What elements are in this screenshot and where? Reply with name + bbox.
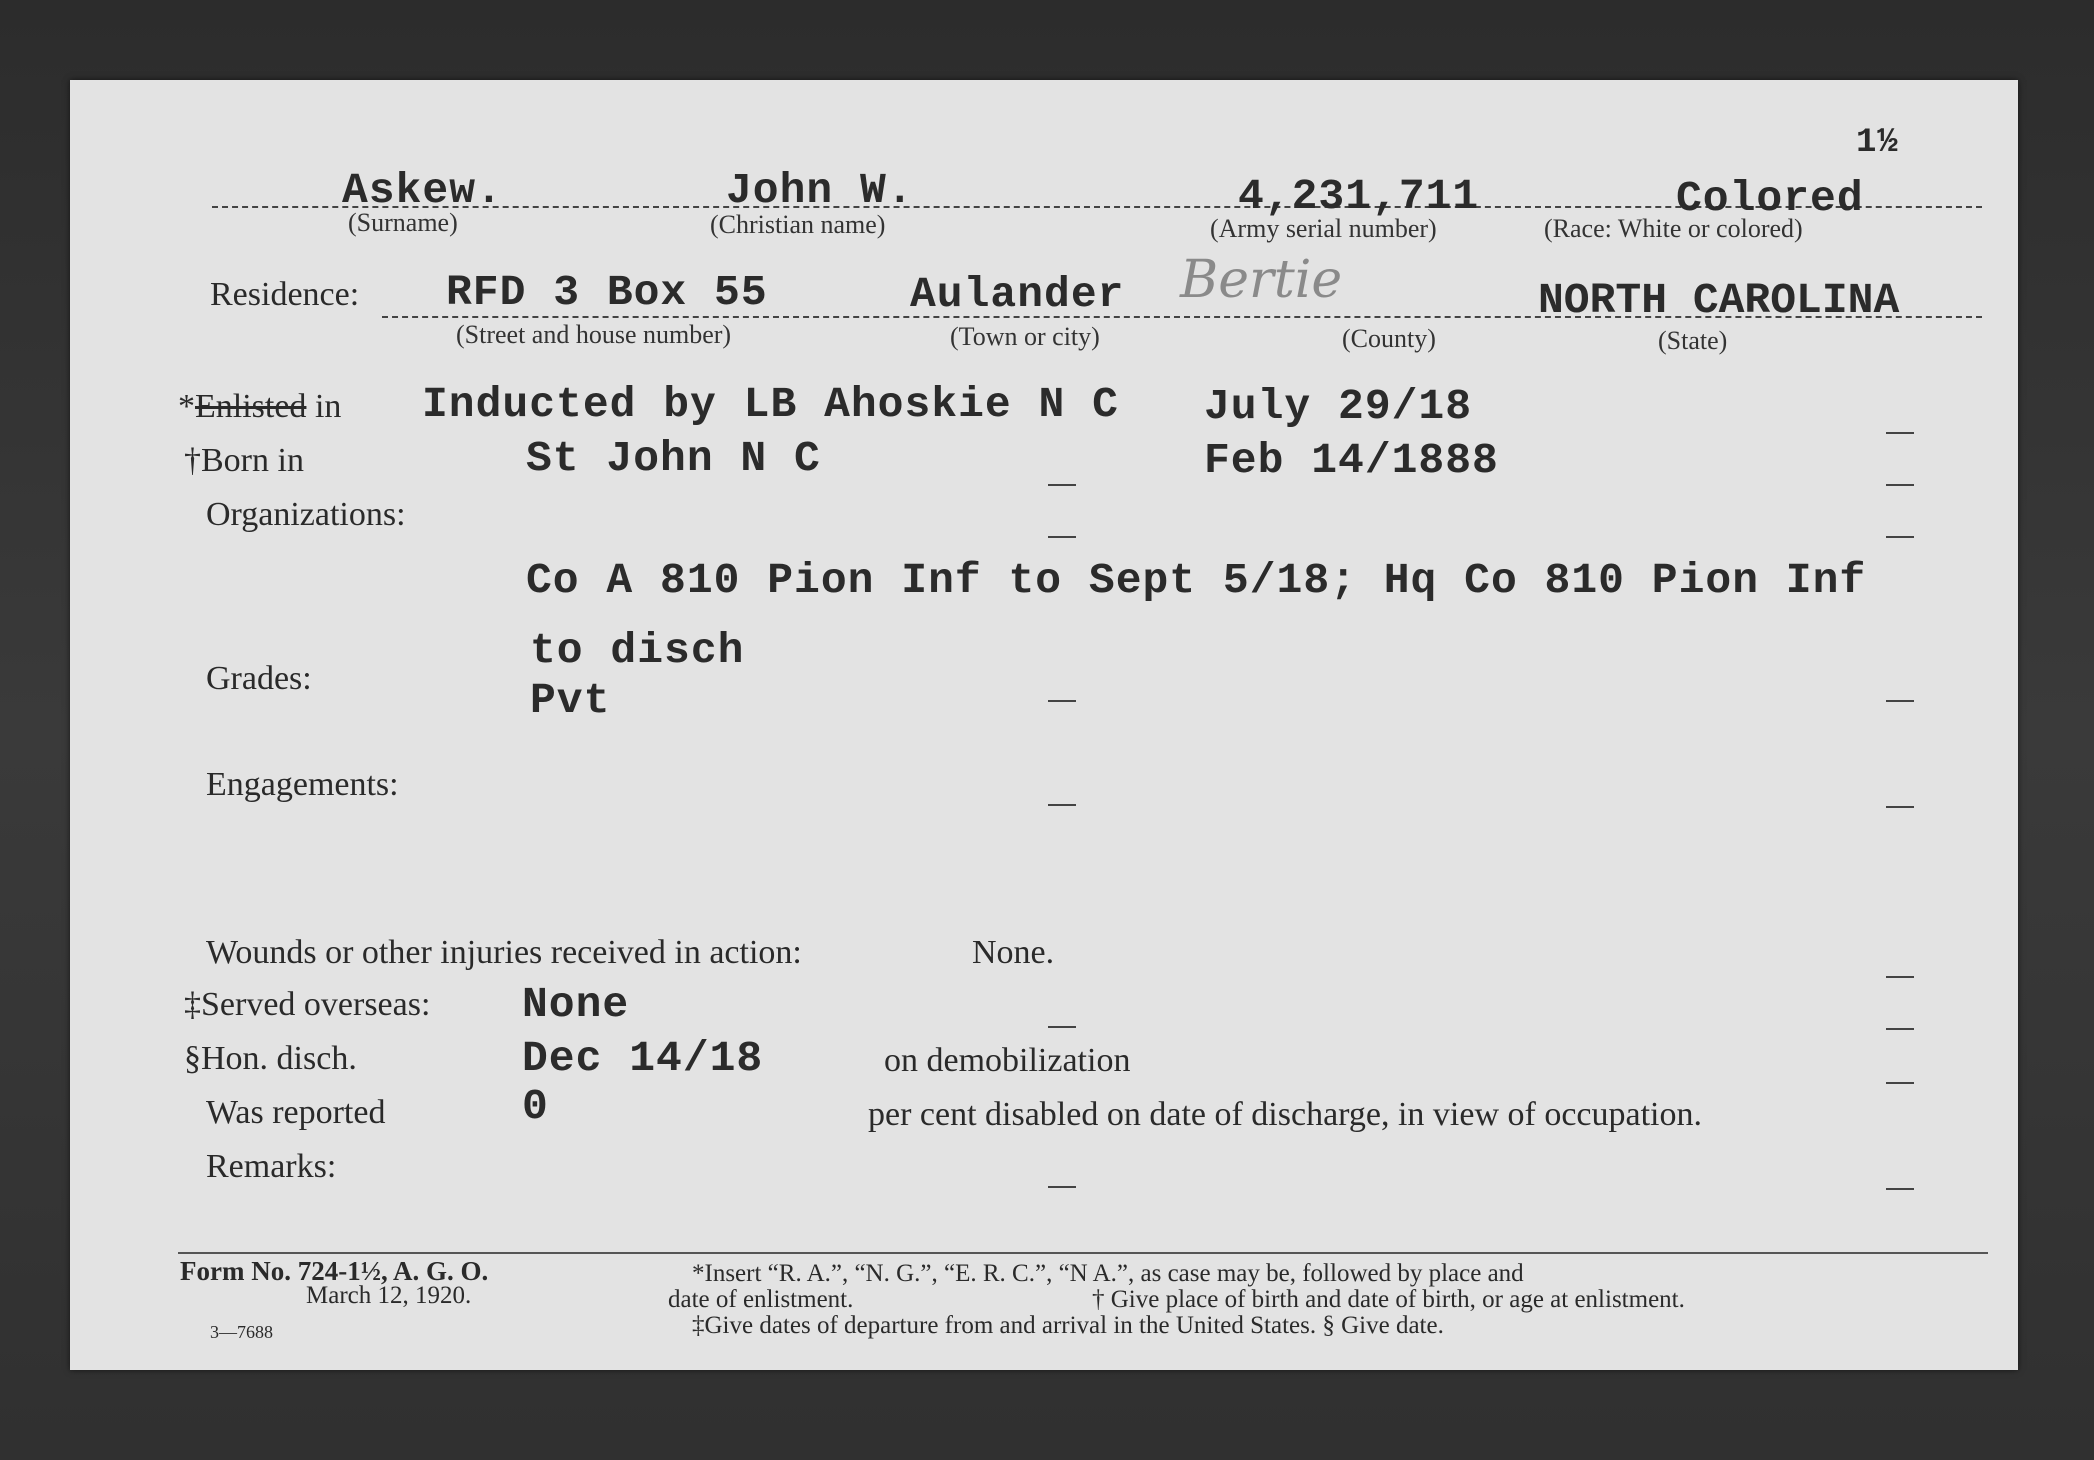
dash-mark [1048,804,1076,806]
form-number: Form No. 724-1½, A. G. O. [180,1256,489,1286]
race-caption: (Race: White or colored) [1544,214,1803,243]
surname-caption: (Surname) [348,208,458,237]
enlisted-in-word: in [314,388,342,425]
enlisted-marker: * [178,388,195,425]
street-caption: (Street and house number) [456,320,732,349]
state-caption: (State) [1658,326,1728,355]
hon-disch-value: Dec 14/18 [522,1034,764,1083]
serial-number-value: 4,231,711 [1238,172,1480,221]
race-value: Colored [1676,174,1864,223]
dash-mark [1886,976,1914,978]
remarks-label: Remarks: [206,1148,337,1185]
reported-value: 0 [522,1082,549,1131]
footnote-line2: date of enlistment. [668,1286,854,1313]
dash-mark [1886,536,1914,538]
residence-town-value: Aulander [910,270,1125,319]
dash-mark [1048,700,1076,702]
dash-mark [1048,484,1076,486]
dash-mark [1886,700,1914,702]
surname-value: Askew. [342,166,503,215]
hon-disch-note: on demobilization [884,1042,1131,1079]
serial-number-caption: (Army serial number) [1210,214,1437,243]
grades-value: Pvt [530,676,611,725]
dash-mark [1048,1186,1076,1188]
form-date: March 12, 1920. [306,1282,472,1309]
grades-label: Grades: [206,660,312,697]
born-place-value: St John N C [526,434,821,483]
residence-state-value: NORTH CAROLINA [1538,276,1900,325]
dash-mark [1886,1028,1914,1030]
reported-note: per cent disabled on date of discharge, in view of occupation. [868,1096,1702,1133]
footer-rule [178,1252,1988,1254]
organizations-line1: Co A 810 Pion Inf to Sept 5/18; Hq Co 810 Pion Inf [526,556,1867,605]
born-label: †Born in [184,442,304,479]
dash-mark [1886,484,1914,486]
footnote-line4: ‡Give dates of departure from and arrival in the United States. § Give date. [692,1312,1444,1339]
dash-mark [1048,536,1076,538]
enlisted-struck-word: Enlisted [195,388,307,425]
overseas-label: ‡Served overseas: [184,986,431,1023]
enlisted-place-value: Inducted by LB Ahoskie N C [422,380,1119,429]
dash-mark [1886,1188,1914,1190]
dash-mark [1886,432,1914,434]
dash-mark [1048,1026,1076,1028]
wounds-label: Wounds or other injuries received in action: [206,934,802,971]
residence-county-handwritten: Bertie [1180,250,1343,310]
footnote-line1: *Insert “R. A.”, “N. G.”, “E. R. C.”, “N A.”, as case may be, followed by place and [692,1260,1524,1287]
corner-mark: 1½ [1856,124,1899,162]
town-caption: (Town or city) [950,322,1100,351]
organizations-line2: to disch [530,626,745,675]
christian-name-value: John W. [726,166,914,215]
enlisted-date-value: July 29/18 [1204,382,1473,431]
residence-label: Residence: [210,276,360,313]
dash-mark [1886,1082,1914,1084]
residence-street-value: RFD 3 Box 55 [446,268,768,317]
overseas-value: None [522,980,630,1029]
reported-label: Was reported [206,1094,386,1131]
county-caption: (County) [1342,324,1436,353]
footnote-line3: † Give place of birth and date of birth, or age at enlistment. [1092,1286,1685,1313]
wounds-value: None. [972,934,1055,971]
engagements-label: Engagements: [206,766,399,803]
service-record-card [70,80,2018,1370]
born-date-value: Feb 14/1888 [1204,436,1499,485]
hon-disch-label: §Hon. disch. [184,1040,357,1077]
enlisted-label [178,388,341,426]
dash-mark [1886,806,1914,808]
print-code: 3—7688 [210,1322,273,1342]
christian-name-caption: (Christian name) [710,210,886,239]
organizations-label: Organizations: [206,496,406,533]
